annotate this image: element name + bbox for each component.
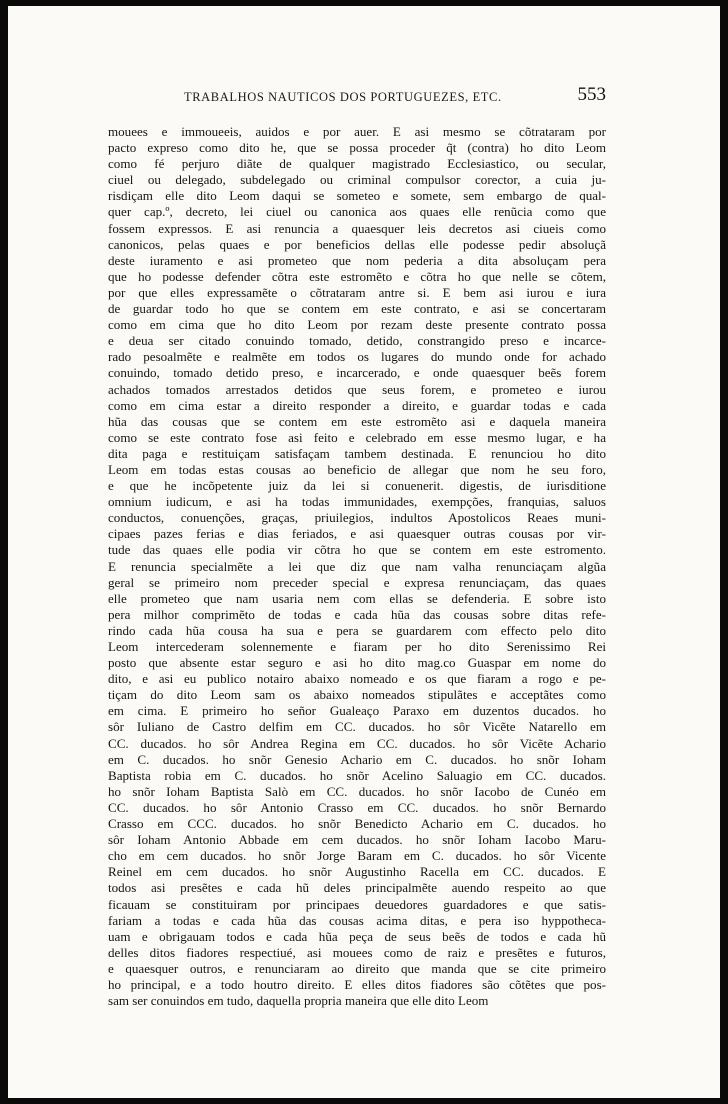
- text-line: geral se primeiro nom preceder special e expresa renunciaçam, das quaes: [108, 574, 606, 590]
- text-line: Baptista robia em C. ducados. ho snõr Acelino Saluagio em CC. ducados.: [108, 767, 606, 783]
- book-page: [8, 6, 720, 1098]
- text-line: dita paga e restituiçam satisfaçam tambem destinada. E renunciou ho dito: [108, 445, 606, 461]
- text-line: uam e obrigauam todos e cada hũa peça de seus beẽs de todos e cada hũ: [108, 928, 606, 944]
- text-line: pera milhor comprimẽto de todas e cada hũa das cousas sobre ditas refe-: [108, 606, 606, 622]
- text-line: quer cap.º, decreto, lei ciuel ou canonica aos quaes elle renũcia como que: [108, 204, 606, 220]
- text-line: achados tomados arrestados detidos que seus forem, e prometeo e iurou: [108, 381, 606, 397]
- text-line: como em cima que ho dito Leom por rezam deste presente contrato possa: [108, 317, 606, 333]
- text-line: tude das quaes elle podia vir cõtra ho que se contem em este estromento.: [108, 542, 606, 558]
- running-title: TRABALHOS NAUTICOS DOS PORTUGUEZES, ETC.: [184, 90, 502, 104]
- text-line: ciuel ou delegado, subdelegado ou criminal compulsor corector, a cuia ju-: [108, 172, 606, 188]
- text-line: posto que absente estar seguro e asi ho dito mag.co Guaspar em nome do: [108, 655, 606, 671]
- text-line: Reinel em cem ducados. ho snõr Augustinho Racella em CC. ducados. E: [108, 864, 606, 880]
- text-line: delles ditos fiadores respectiué, asi mouees como de raiz e presẽtes e futuros,: [108, 944, 606, 960]
- text-line: que ho podesse defender cõtra este estromẽto e cõtra ho que nelle se cõtem,: [108, 268, 606, 284]
- text-line: tiçam do dito Leom sam os abaixo nomeados stipulãtes e acceptãtes como: [108, 687, 606, 703]
- text-line: fariam a todas e cada hũa das cousas acima ditas, e pera iso hyppotheca-: [108, 912, 606, 928]
- text-line: hũa das cousas que se contem em este estromẽto asi e daquela maneira: [108, 413, 606, 429]
- text-line: como em cima estar a direito responder a direito, e guardar todas e cada: [108, 397, 606, 413]
- text-line: pacto expreso como dito he, que se possa proceder q̃t (contra) ho dito Leom: [108, 140, 606, 156]
- body-text: [108, 124, 606, 1009]
- text-line: CC. ducados. ho sôr Andrea Regina em CC. ducados. ho sôr Vicẽte Achario: [108, 735, 606, 751]
- text-line: sam ser conuindos em tudo, daquella propria maneira que elle dito Leom: [108, 993, 489, 1009]
- text-line: CC. ducados. ho sôr Antonio Crasso em CC. ducados. ho snõr Bernardo: [108, 799, 606, 815]
- text-line: ficauam se constituiram por principaes deuedores guardadores e que satis-: [108, 896, 606, 912]
- text-line: mouees e immoueeis, auidos e por auer. E asi mesmo se cõtrataram por: [108, 124, 606, 139]
- text-line: canonicos, pelas quaes e por beneficios dellas elle podesse pedir absoluçã: [108, 236, 606, 252]
- text-line: ho snõr Ioham Baptista Salò em CC. ducados. ho snõr Iacobo de Cunéo em: [108, 783, 606, 799]
- text-line: E renuncia specialmẽte a lei que diz que nam valha renunciaçam algũa: [108, 558, 606, 574]
- text-line: cho em cem ducados. ho snõr Jorge Baram em C. ducados. ho sôr Vicente: [108, 848, 606, 864]
- page-number: 553: [577, 84, 606, 105]
- text-line: e deua ser citado conuindo tomado, detido, constrangido preso e incarce-: [108, 333, 606, 349]
- text-line: e que he incõpetente juiz da lei si conuenerit. digestis, de iurisditione: [108, 478, 606, 494]
- text-line: sôr Ioham Antonio Abbade em cem ducados. ho snõr Ioham Iacobo Maru-: [108, 832, 606, 848]
- text-line: fossem expressos. E asi renuncia a quaesquer leis decretos asi ciueis como: [108, 220, 606, 236]
- text-line: todos asi presẽtes e cada hũ deles principalmẽte auendo respeito ao que: [108, 880, 606, 896]
- text-line: Leom em todas estas cousas ao beneficio de allegar que nom he seu foro,: [108, 461, 606, 477]
- text-line: risdiçam elle dito Leom daqui se someteo e somete, sem embargo de qual-: [108, 188, 606, 204]
- text-line: cipaes pazes ferias e dias feriados, e asi quaesquer outras cousas por vir-: [108, 526, 606, 542]
- text-line: conductos, conuenções, graças, priuilegios, indultos Apostolicos Reaes muni-: [108, 510, 606, 526]
- text-line: como fé perjuro diãte de qualquer magistrado Ecclesiastico, ou secular,: [108, 156, 606, 172]
- text-line: Crasso em CCC. ducados. ho snõr Benedicto Achario em C. ducados. ho: [108, 816, 606, 832]
- text-line: sôr Iuliano de Castro delfim em CC. ducados. ho sôr Vicẽte Natarello em: [108, 719, 606, 735]
- page-header: [108, 84, 606, 110]
- text-line: deste iuramento e asi prometeo que nom pederia a dita absoluçam pera: [108, 252, 606, 268]
- text-line: Leom intercederam solennemente e fiaram per ho dito Serenissimo Rei: [108, 639, 606, 654]
- text-line: conuindo, tomado detido preso, e incarcerado, e onde quaesquer beẽs forem: [108, 365, 606, 381]
- text-line: por que elles expressamẽte o cõtrataram antre si. E bem asi iurou e iura: [108, 284, 606, 300]
- text-line: em C. ducados. ho snõr Genesio Achario em C. ducados. ho snõr Ioham: [108, 751, 606, 767]
- text-line: de guardar todo ho que se contem em este contrato, e asi se concertaram: [108, 301, 606, 317]
- text-line: ho principal, e a todo houtro direito. E elles ditos fiadores são cõtẽtes que pos-: [108, 976, 606, 992]
- text-line: como se este contrato fose asi feito e celebrado em esse mesmo lugar, e ha: [108, 429, 606, 445]
- text-line: rado pesoalmẽte e realmẽte em todos os lugares do mundo onde for achado: [108, 349, 606, 365]
- text-line: elle prometeo que nam usaria nem com ellas se defenderia. E sobre isto: [108, 590, 606, 606]
- text-line: em cima. E primeiro ho señor Gualeaço Paraxo em duzentos ducados. ho: [108, 703, 606, 719]
- text-line: omnium iudicum, e asi ha todas immunidades, exempções, franquias, saluos: [108, 494, 606, 510]
- text-line: dito, e asi eu publico notairo abaixo nomeado e os que fiaram a rogo e pe-: [108, 671, 606, 687]
- text-line: e quaesquer outros, e renunciaram ao direito que manda que se cite primeiro: [108, 960, 606, 976]
- text-line: rindo cada hũa cousa ha sua e pera se guardarem com effecto pelo dito: [108, 622, 606, 638]
